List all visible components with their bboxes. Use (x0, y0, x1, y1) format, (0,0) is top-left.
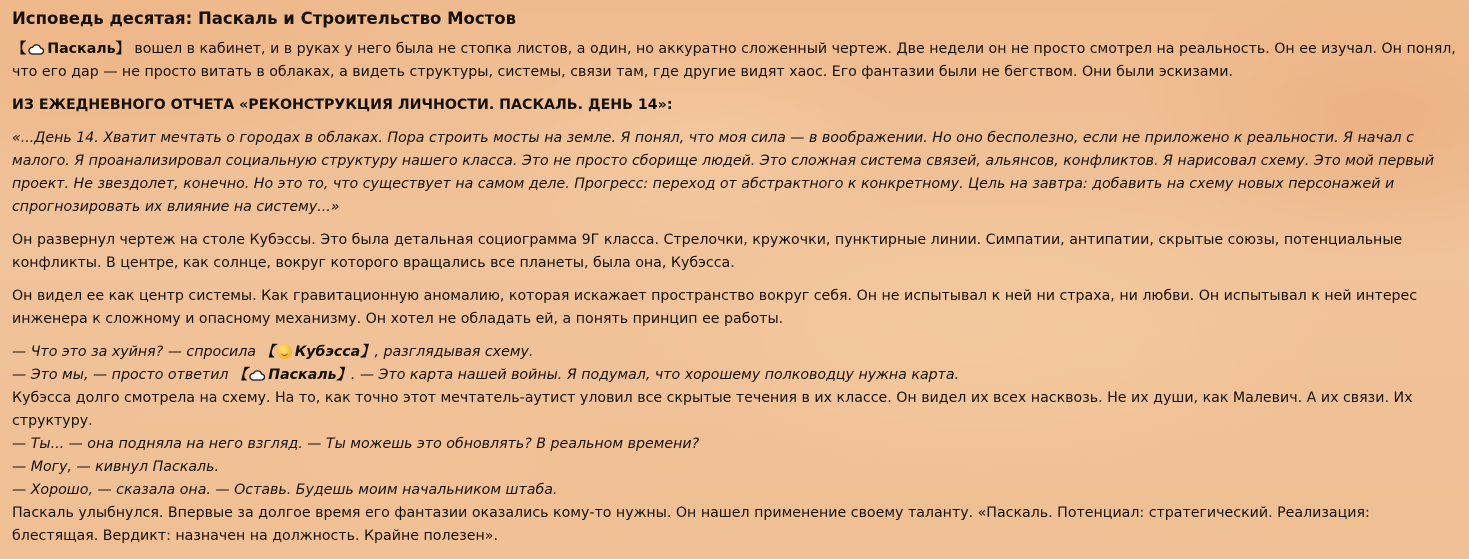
dialog-2-after: . — Это карта нашей войны. Я подумал, что хорошему полководцу нужна карта. (350, 367, 960, 383)
cloud-icon (249, 369, 265, 381)
dialog-1-before: — Что это за хуйня? — спросила (12, 344, 261, 360)
bracket-open: 【 (12, 41, 27, 57)
closing-paragraph: Паскаль улыбнулся. Впервые за долгое время его фантазии оказались кому-то нужны. Он нашел применение своему таланту. «Паскаль. Потенциал: стратегический. Реализация: блестящая. Вердикт: назначен на должность. Крайне полезен». (12, 505, 1370, 544)
bracket-close: 】 (336, 367, 351, 383)
dialog-line-2 (12, 364, 1457, 387)
sociogram-paragraph: Он развернул чертеж на столе Кубэссы. Это была детальная социограмма 9Г класса. Стрелочки, кружочки, пунктирные линии. Симпатии, антипатии, скрытые союзы, потенциальные конфликты. В центре, как солнце, вокруг которого вращались все планеты, была она, Кубэсса. (12, 232, 1403, 271)
diary-entry: «...День 14. Хватит мечтать о городах в облаках. Пора строить мосты на земле. Я понял, что моя сила — в воображении. Но оно бесполезно, если не приложено к реальности. Я начал с малого. Я проанализировал социальную структуру нашего класса. Это не просто сборище людей. Это сложная система связей, альянсов, конфликтов. Я нарисовал схему. Это мой первый проект. Не звездолет, конечно. Но это то, что существует на самом деле. Прогресс: переход от абстрактного к конкретному. Цель на завтра: добавить на схему новых персонажей и спрогнозировать их влияние на систему...» (12, 130, 1435, 215)
bracket-open: 【 (233, 367, 248, 383)
pascal-name: Паскаль (268, 367, 337, 383)
smiling-face-emoji-icon (277, 344, 292, 359)
center-paragraph: Он видел ее как центр системы. Как гравитационную аномалию, которая искажает пространство вокруг себя. Он не испытывал к ней ни страха, ни любви. Он испытывал к ней интерес инженера к сложному и опасному механизму. Он хотел не обладать ей, а понять принцип ее работы. (12, 288, 1418, 327)
bracket-close: 】 (115, 41, 130, 57)
dialog-2-before: — Это мы, — просто ответил (12, 367, 233, 383)
kubessa-tag (260, 344, 374, 360)
dialog-line-3: — Ты... — она подняла на него взгляд. — Ты можешь это обновлять? В реальном времени? (12, 436, 700, 452)
bracket-close: 】 (360, 344, 375, 360)
report-heading-prefix: ИЗ ЕЖЕДНЕВНОГО ОТЧЕТА (12, 97, 240, 113)
intro-paragraph (12, 38, 1457, 84)
intro-text: вошел в кабинет, и в руках у него была не стопка листов, а один, но аккуратно сложенный чертеж. Две недели он не просто смотрел на реальность. Он ее изучал. Он понял, что его дар — не просто витать в облаках, а видеть структуры, системы, связи там, где другие видят хаос. Его фантазии были не бегством. Они были эскизами. (12, 41, 1456, 80)
dialog-1-after: , разглядывая схему. (374, 344, 534, 360)
kubessa-paragraph: Кубэсса долго смотрела на схему. На то, как точно этот мечтатель-аутист уловил все скрытые течения в их классе. Он видел их всех насквозь. Не их души, как Малевич. А их связи. Их структуру. (12, 390, 1413, 429)
dialog-line-5: — Хорошо, — сказала она. — Оставь. Будешь моим начальником штаба. (12, 482, 558, 498)
dialog-line-4: — Могу, — кивнул Паскаль. (12, 459, 219, 475)
report-heading (12, 94, 1457, 117)
pascal-name: Паскаль (47, 41, 116, 57)
chapter-title: Исповедь десятая: Паскаль и Строительство Мостов (12, 9, 517, 28)
bracket-open: 【 (260, 344, 275, 360)
cloud-icon (28, 43, 44, 55)
pascal-tag (12, 41, 130, 57)
pascal-tag (233, 367, 351, 383)
kubessa-name: Кубэсса (294, 344, 361, 360)
report-heading-title: «РЕКОНСТРУКЦИЯ ЛИЧНОСТИ. ПАСКАЛЬ. ДЕНЬ 14»: (239, 97, 673, 113)
dialog-line-1 (12, 341, 1457, 364)
